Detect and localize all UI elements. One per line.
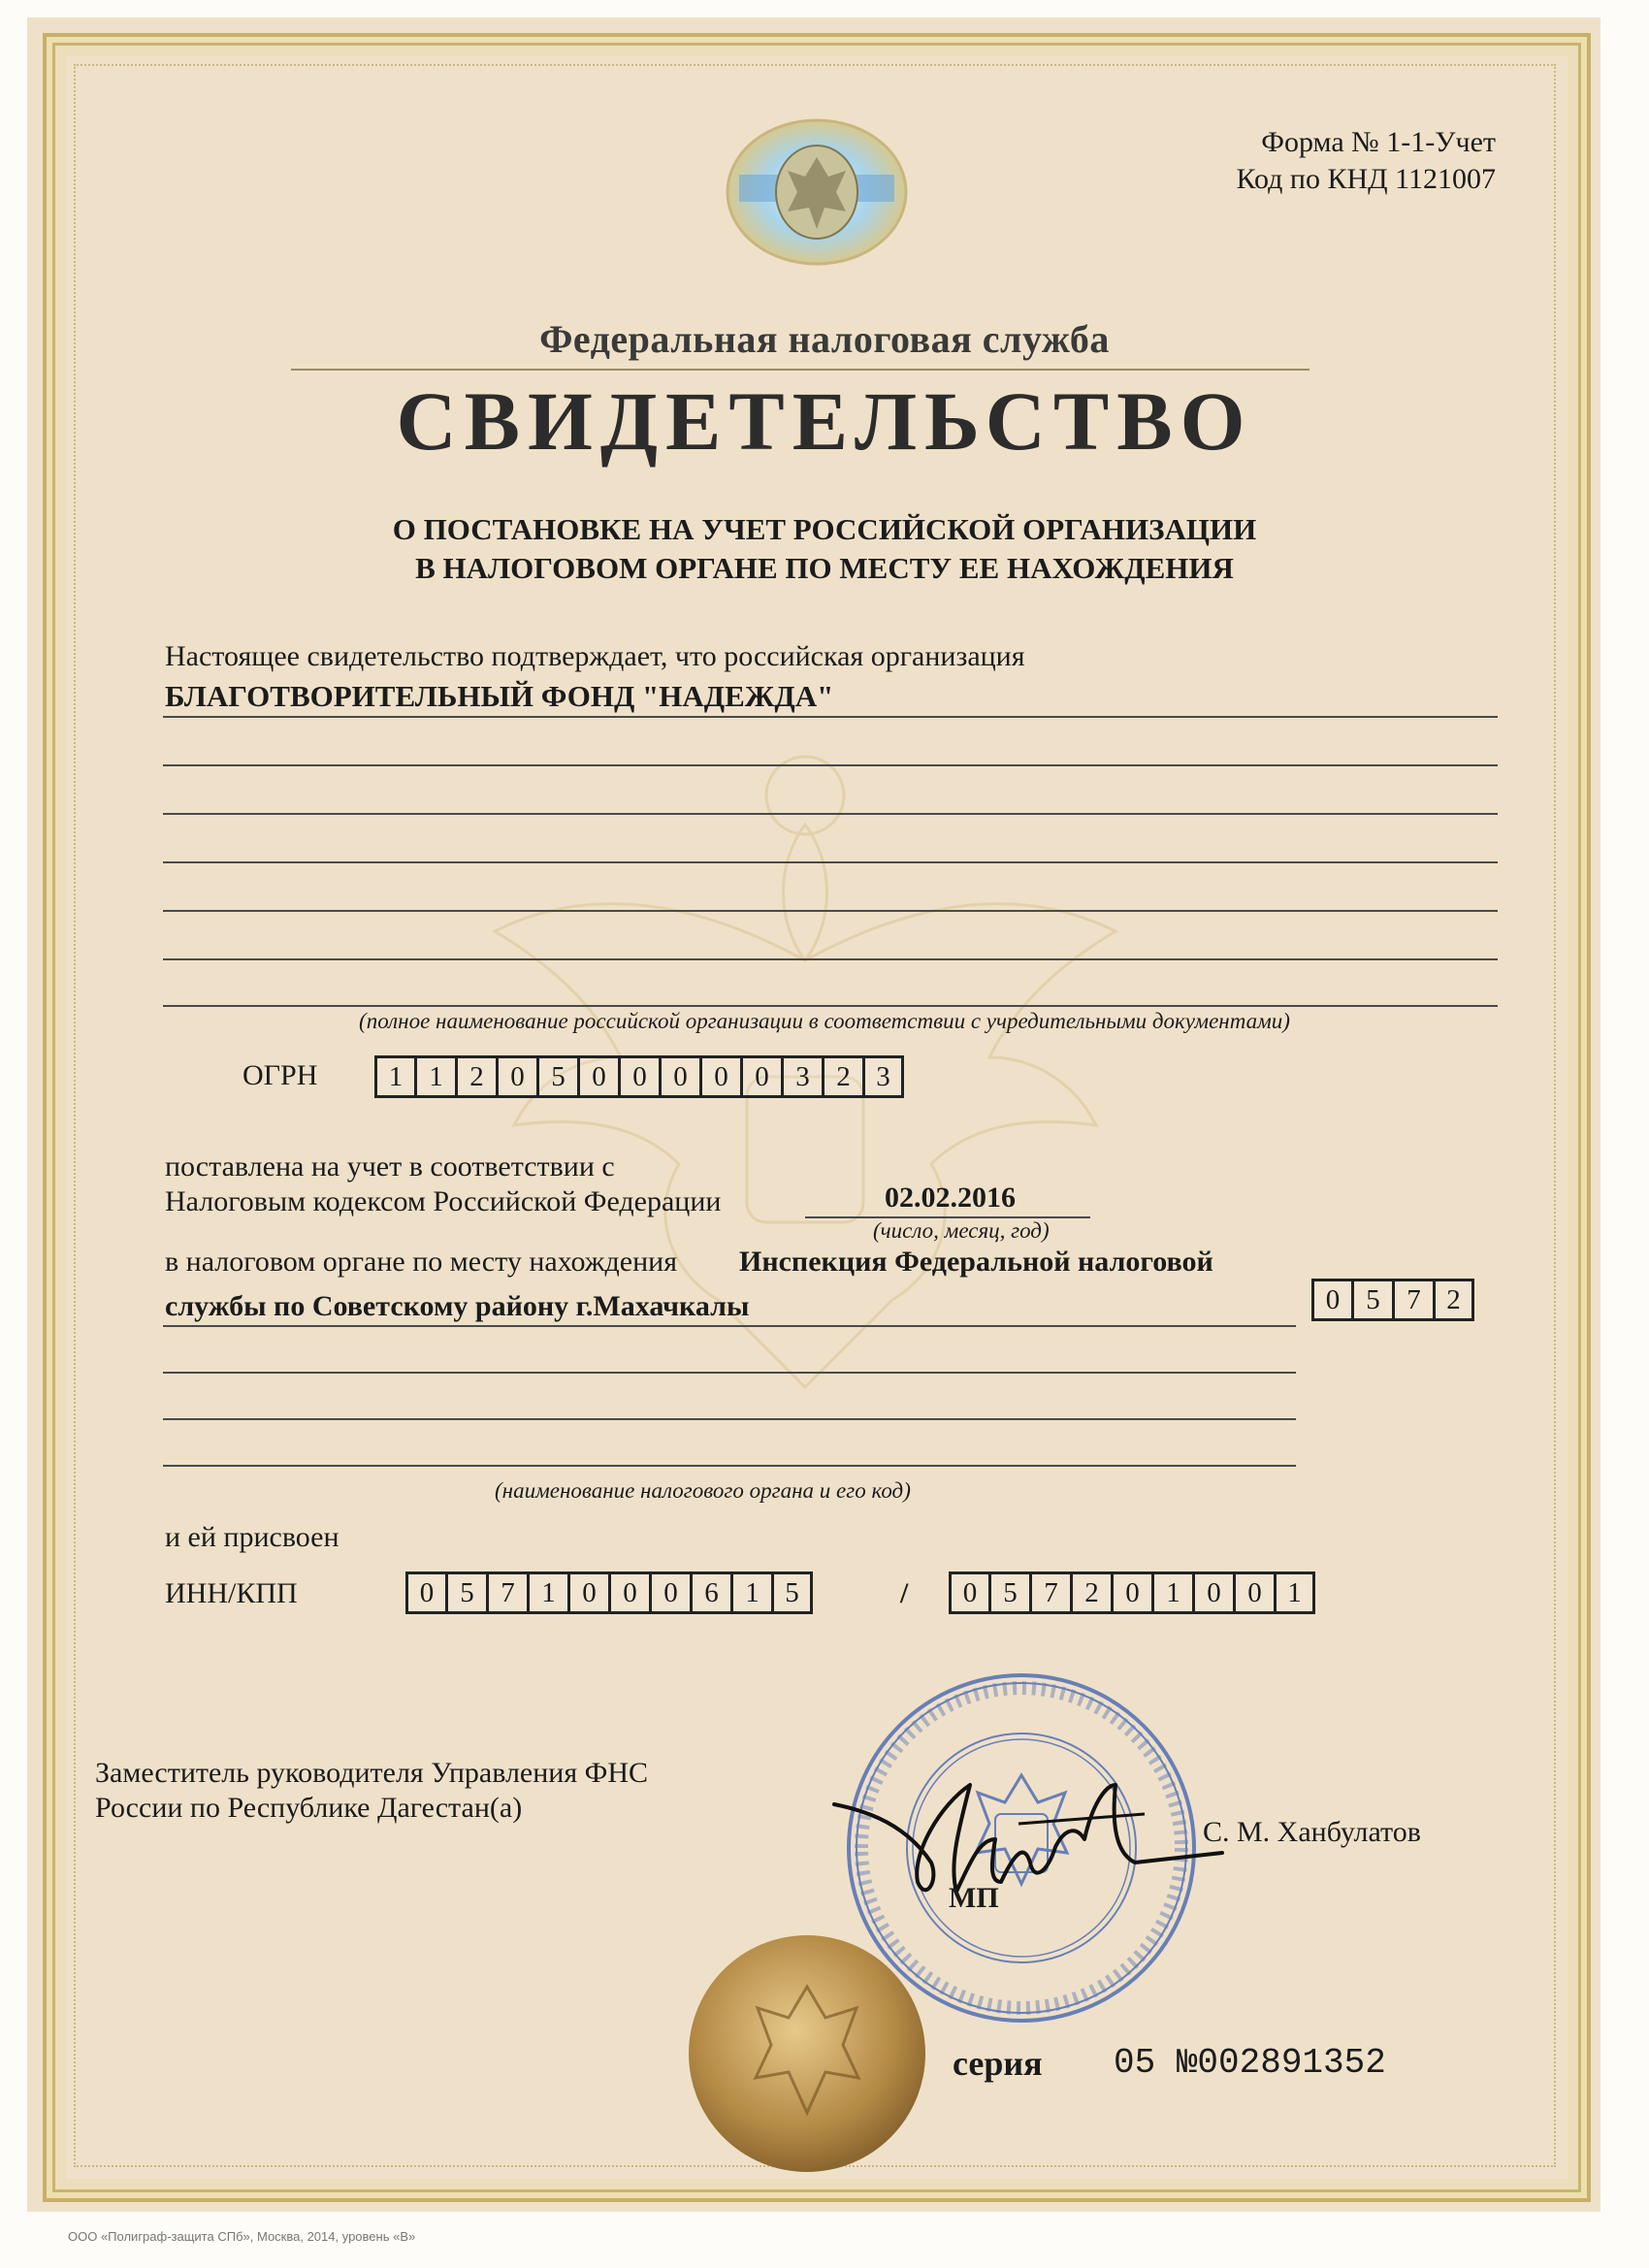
kpp-digit: 0: [1234, 1571, 1275, 1614]
printer-note: ООО «Полиграф-защита СПб», Москва, 2014, уровень «В»: [68, 2229, 416, 2244]
org-name-hint: (полное наименование российской организации в соответствии с учредительными документами): [359, 1009, 1290, 1033]
hologram-emblem-icon: [720, 114, 914, 270]
ogrn-digit: 0: [660, 1055, 700, 1098]
ogrn-digit: 2: [823, 1055, 863, 1098]
document-title: СВИДЕТЕЛЬСТВО: [396, 374, 1253, 468]
name-line-4: [163, 861, 1498, 863]
ogrn-digit-boxes: [374, 1055, 904, 1098]
name-line-1: [163, 716, 1498, 718]
tax-authority-name-part-1: Инспекция Федеральной налоговой: [739, 1246, 1213, 1278]
subtitle-line-1: О ПОСТАНОВКЕ НА УЧЕТ РОССИЙСКОЙ ОРГАНИЗАЦИИ: [392, 512, 1257, 546]
confirmation-text: Настоящее свидетельство подтверждает, что российская организация: [165, 640, 1025, 672]
signature-scribble: [824, 1746, 1232, 1921]
ogrn-digit: 3: [863, 1055, 904, 1098]
kpp-digit: 7: [1030, 1571, 1071, 1614]
ogrn-digit: 0: [619, 1055, 660, 1098]
organization-name: БЛАГОТВОРИТЕЛЬНЫЙ ФОНД "НАДЕЖДА": [165, 679, 834, 713]
inn-digit: 7: [487, 1571, 528, 1614]
name-line-7: [163, 1005, 1498, 1007]
authority-line-3: [163, 1418, 1296, 1420]
inn-digit: 0: [650, 1571, 691, 1614]
form-label: Форма № 1-1-Учет: [1261, 126, 1496, 158]
kpp-digit: 5: [989, 1571, 1030, 1614]
ogrn-digit: 0: [497, 1055, 537, 1098]
serial-label: серия: [953, 2044, 1043, 2083]
registration-date: 02.02.2016: [885, 1182, 1016, 1214]
authority-line-2: [163, 1372, 1296, 1374]
ogrn-digit: 2: [456, 1055, 497, 1098]
authority-code-digit: 2: [1434, 1279, 1474, 1321]
assigned-text: и ей присвоен: [165, 1521, 340, 1553]
ogrn-digit: 0: [578, 1055, 619, 1098]
authority-code-digit: 5: [1352, 1279, 1393, 1321]
date-hint: (число, месяц, год): [873, 1218, 1050, 1243]
registered-line-1: поставлена на учет в соответствии с: [165, 1150, 615, 1183]
ogrn-digit: 5: [537, 1055, 578, 1098]
document-subtitle: [0, 510, 1649, 588]
authority-code-digit: 0: [1311, 1279, 1352, 1321]
inn-kpp-separator: /: [900, 1577, 909, 1609]
ogrn-digit: 3: [782, 1055, 823, 1098]
name-line-6: [163, 958, 1498, 960]
subtitle-line-2: В НАЛОГОВОМ ОРГАНЕ ПО МЕСТУ ЕЕ НАХОЖДЕНИЯ: [415, 551, 1234, 585]
serial-number: 05 №002891352: [1114, 2043, 1386, 2083]
inn-digit: 5: [772, 1571, 813, 1614]
inn-kpp-label: ИНН/КПП: [165, 1577, 298, 1609]
authority-line-1: [163, 1325, 1296, 1327]
agency-underline: [291, 369, 1310, 371]
inn-digit: 0: [609, 1571, 650, 1614]
authority-line-4: [163, 1465, 1296, 1467]
kpp-digit: 1: [1275, 1571, 1315, 1614]
ogrn-digit: 1: [415, 1055, 456, 1098]
inn-digit: 1: [731, 1571, 772, 1614]
inn-digit: 5: [446, 1571, 487, 1614]
mp-label: МП: [949, 1882, 999, 1914]
tax-authority-name-part-2: службы по Советскому району г.Махачкалы: [165, 1290, 750, 1322]
signer-name: С. М. Ханбулатов: [1203, 1816, 1421, 1848]
ogrn-digit: 0: [741, 1055, 782, 1098]
inn-digit: 1: [528, 1571, 568, 1614]
ogrn-label: ОГРН: [242, 1059, 318, 1091]
gold-seal-icon: [684, 1930, 931, 2178]
inn-digit: 0: [568, 1571, 609, 1614]
kpp-digit: 1: [1152, 1571, 1193, 1614]
agency-name: Федеральная налоговая служба: [539, 317, 1110, 361]
ogrn-digit: 1: [374, 1055, 415, 1098]
ogrn-digit: 0: [700, 1055, 741, 1098]
signer-title: [95, 1756, 648, 1826]
inn-digit: 0: [405, 1571, 446, 1614]
knd-code: Код по КНД 1121007: [1236, 163, 1496, 195]
name-line-5: [163, 910, 1498, 912]
kpp-digit: 0: [1112, 1571, 1152, 1614]
name-line-2: [163, 764, 1498, 766]
tax-authority-code-boxes: [1311, 1279, 1474, 1321]
kpp-digit: 0: [949, 1571, 989, 1614]
authority-code-digit: 7: [1393, 1279, 1434, 1321]
tax-authority-prefix: в налоговом органе по месту нахождения: [165, 1246, 678, 1278]
inn-digit: 6: [691, 1571, 731, 1614]
form-number-block: [1237, 124, 1497, 198]
registered-line-2: Налоговым кодексом Российской Федерации: [165, 1185, 722, 1217]
tax-authority-hint: (наименование налогового органа и его код): [495, 1478, 911, 1503]
signer-title-line-2: России по Республике Дагестан(а): [95, 1792, 523, 1824]
inn-digit-boxes: [405, 1571, 813, 1614]
name-line-3: [163, 813, 1498, 815]
kpp-digit: 2: [1071, 1571, 1112, 1614]
kpp-digit-boxes: [949, 1571, 1315, 1614]
signer-title-line-1: Заместитель руководителя Управления ФНС: [95, 1757, 649, 1789]
kpp-digit: 0: [1193, 1571, 1234, 1614]
